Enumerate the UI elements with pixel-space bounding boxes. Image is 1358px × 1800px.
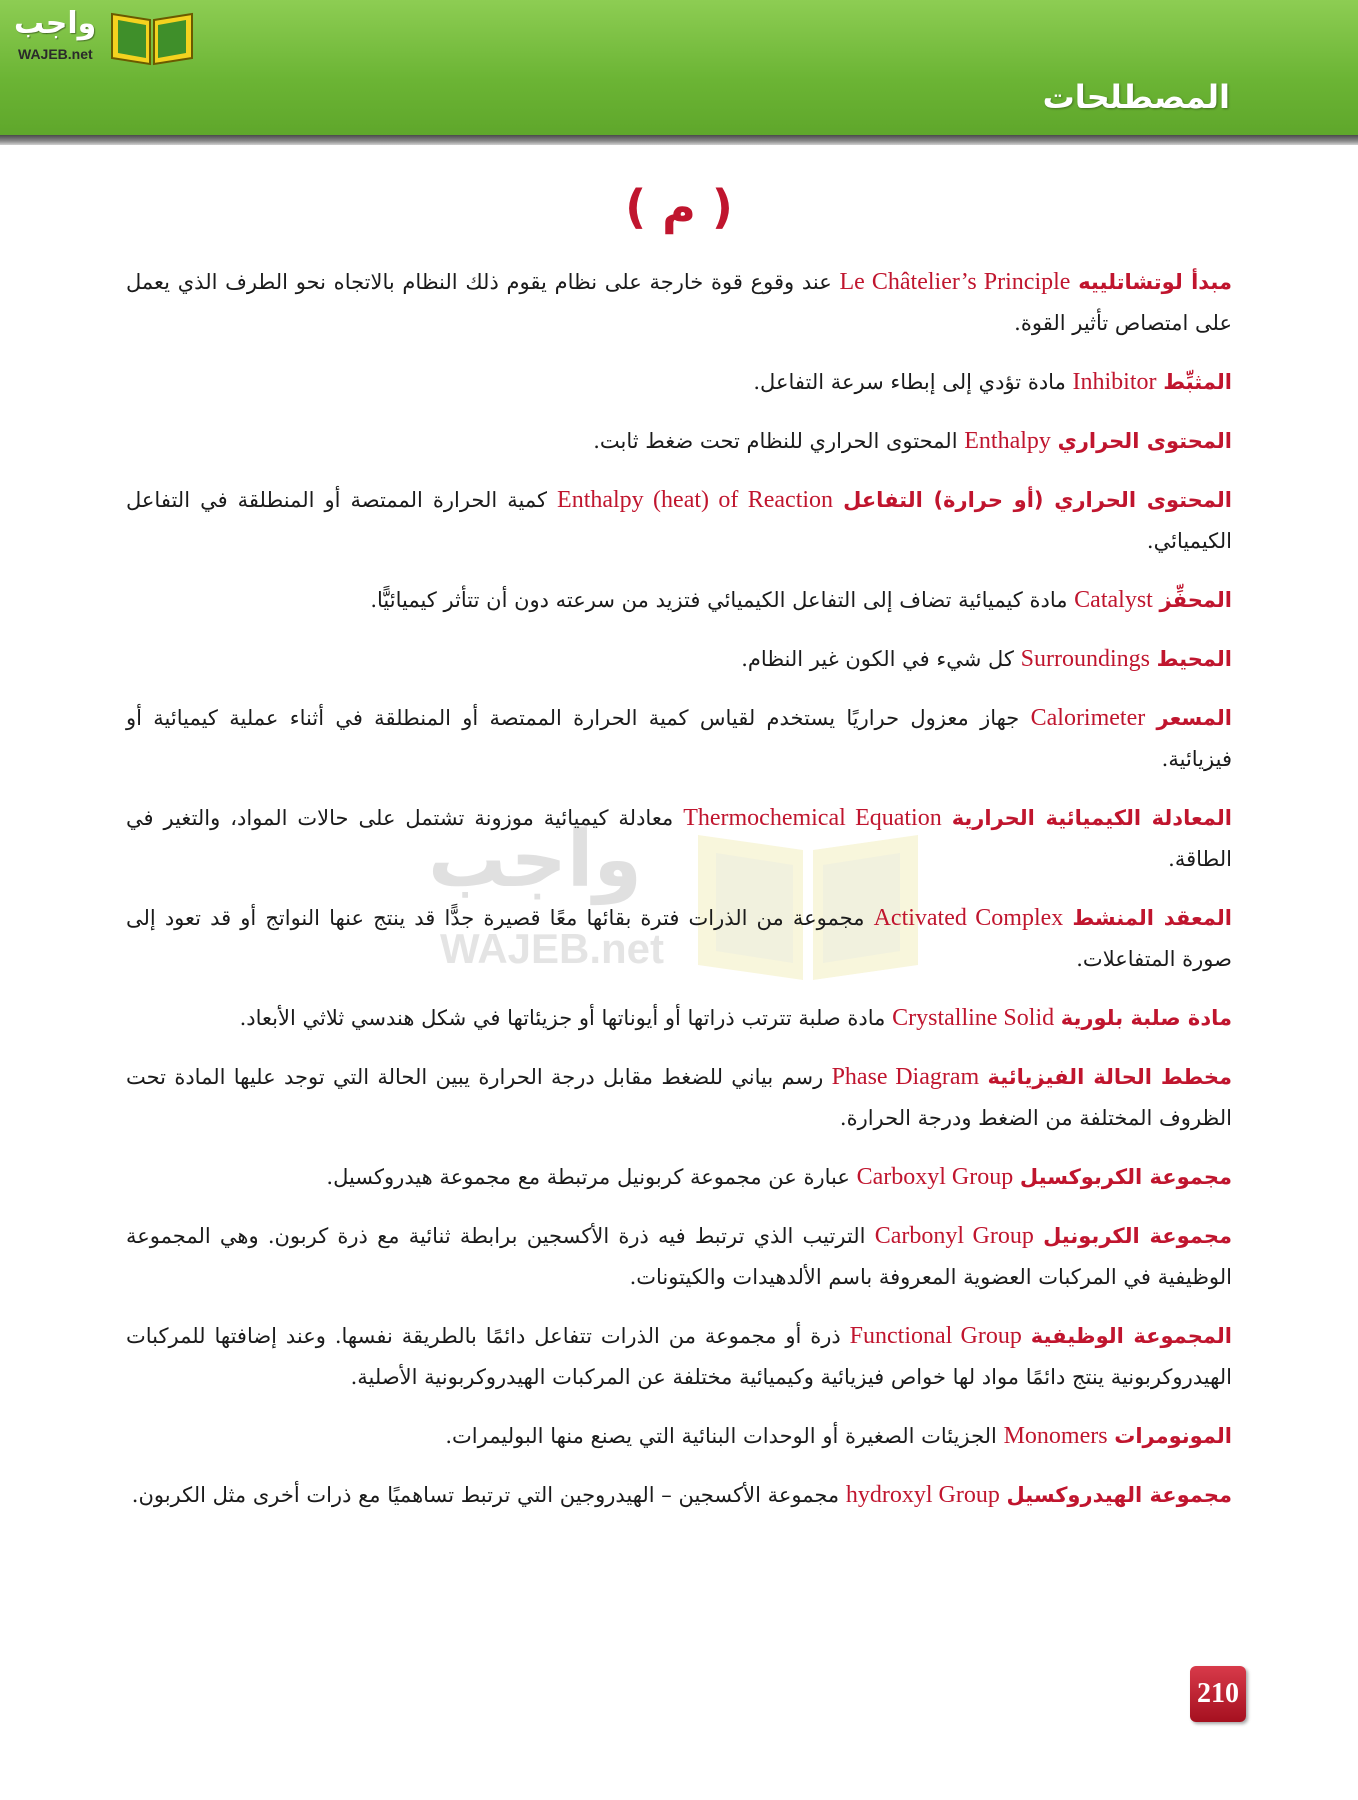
glossary-entry xyxy=(126,421,1232,462)
term-english: Enthalpy xyxy=(964,428,1051,454)
term-english: Le Châtelier’s Principle xyxy=(839,269,1071,295)
term-arabic: مجموعة الهيدروكسيل xyxy=(1006,1483,1232,1507)
term-english: Activated Complex xyxy=(873,905,1064,931)
term-definition: مجموعة الأكسجين – الهيدروجين التي ترتبط تساهميًا مع ذرات أخرى مثل الكربون. xyxy=(131,1483,840,1507)
page-header xyxy=(0,0,1358,135)
term-english: Surroundings xyxy=(1020,646,1150,672)
glossary-entry xyxy=(126,1057,1232,1139)
wajeb-logo[interactable] xyxy=(8,6,198,68)
glossary-entry xyxy=(126,362,1232,403)
term-definition: جهاز معزول حراريًا يستخدم لقياس كمية الحرارة الممتصة أو المنطلقة في أثناء عملية كيميائية أو فيزيائية. xyxy=(126,706,1232,771)
logo-text-en: WAJEB.net xyxy=(18,46,93,62)
glossary-entry xyxy=(126,798,1232,880)
term-definition: ذرة أو مجموعة من الذرات تتفاعل دائمًا بالطريقة نفسها. وعند إضافتها للمركبات الهيدروكربونية ينتج دائمًا مواد لها خواص فيزيائية وكيميائية مختلفة عن المركبات الهيدروكربونية الأصلية. xyxy=(126,1324,1232,1389)
page-title: المصطلحات xyxy=(1042,78,1230,116)
term-arabic: مخطط الحالة الفيزيائية xyxy=(987,1065,1232,1089)
term-english: Carboxyl Group xyxy=(856,1164,1014,1190)
term-english: Calorimeter xyxy=(1030,705,1146,731)
glossary-entry xyxy=(126,1157,1232,1198)
term-definition: كمية الحرارة الممتصة أو المنطلقة في التفاعل الكيميائي. xyxy=(126,488,1232,553)
term-definition: مادة كيميائية تضاف إلى التفاعل الكيميائي فتزيد من سرعته دون أن تتأثر كيميائيًّا. xyxy=(370,588,1068,612)
term-definition: مادة تؤدي إلى إبطاء سرعة التفاعل. xyxy=(753,370,1066,394)
term-english: Carbonyl Group xyxy=(874,1223,1034,1249)
term-definition: الجزيئات الصغيرة أو الوحدات البنائية التي يصنع منها البوليمرات. xyxy=(445,1424,997,1448)
term-arabic: المحيط xyxy=(1156,647,1232,671)
term-arabic: المحتوى الحراري (أو حرارة) التفاعل xyxy=(843,488,1232,512)
glossary-entry xyxy=(126,1416,1232,1457)
term-definition: كل شيء في الكون غير النظام. xyxy=(741,647,1014,671)
term-english: Catalyst xyxy=(1074,587,1153,613)
term-english: Crystalline Solid xyxy=(892,1005,1055,1031)
term-arabic: مجموعة الكربوكسيل xyxy=(1019,1165,1232,1189)
term-english: Phase Diagram xyxy=(831,1064,980,1090)
term-definition: الترتيب الذي ترتبط فيه ذرة الأكسجين برابطة ثنائية مع ذرة كربون. وهي المجموعة الوظيفية في المركبات العضوية المعروفة باسم الألدهيدات والكيتونات. xyxy=(126,1224,1232,1289)
term-arabic: المثبِّط xyxy=(1163,370,1232,394)
term-definition: المحتوى الحراري للنظام تحت ضغط ثابت. xyxy=(593,429,958,453)
glossary-entry xyxy=(126,898,1232,980)
glossary-entry xyxy=(126,1216,1232,1298)
glossary-entry xyxy=(126,1475,1232,1516)
term-english: Inhibitor xyxy=(1072,369,1157,395)
term-arabic: المحتوى الحراري xyxy=(1057,429,1232,453)
glossary-entry xyxy=(126,998,1232,1039)
glossary-entry xyxy=(126,262,1232,344)
term-arabic: المسعر xyxy=(1156,706,1232,730)
glossary-entry xyxy=(126,480,1232,562)
watermark-text-en: WAJEB.net xyxy=(440,925,665,972)
term-arabic: المعادلة الكيميائية الحرارية xyxy=(951,806,1232,830)
watermark-text-ar: واجب xyxy=(428,815,643,905)
term-arabic: المونومرات xyxy=(1114,1424,1232,1448)
term-definition: عبارة عن مجموعة كربونيل مرتبطة مع مجموعة هيدروكسيل. xyxy=(326,1165,850,1189)
glossary-entry xyxy=(126,580,1232,621)
term-arabic: مجموعة الكربونيل xyxy=(1043,1224,1232,1248)
term-arabic: المحفِّز xyxy=(1159,588,1232,612)
header-divider xyxy=(0,135,1358,145)
glossary-entries xyxy=(126,262,1232,1534)
term-english: hydroxyl Group xyxy=(845,1482,1000,1508)
term-definition: رسم بياني للضغط مقابل درجة الحرارة يبين الحالة التي توجد عليها المادة تحت الظروف المختلفة من الضغط ودرجة الحرارة. xyxy=(126,1065,1232,1130)
term-definition: عند وقوع قوة خارجة على نظام يقوم ذلك النظام بالاتجاه نحو الطرف الذي يعمل على امتصاص تأثير القوة. xyxy=(126,270,1232,335)
section-letter: ( م ) xyxy=(625,180,733,234)
term-definition: مجموعة من الذرات فترة بقائها معًا قصيرة جدًّا قد ينتج عنها النواتج أو قد تعود إلى صورة المتفاعلات. xyxy=(126,906,1232,971)
term-english: Enthalpy (heat) of Reaction xyxy=(557,487,834,513)
glossary-entry xyxy=(126,639,1232,680)
glossary-entry xyxy=(126,1316,1232,1398)
term-arabic: مادة صلبة بلورية xyxy=(1060,1006,1232,1030)
term-english: Monomers xyxy=(1003,1423,1108,1449)
book-icon xyxy=(108,6,196,68)
glossary-entry xyxy=(126,698,1232,780)
term-english: Thermochemical Equation xyxy=(683,805,942,831)
term-definition: مادة صلبة تترتب ذراتها أو أيوناتها أو جزيئاتها في شكل هندسي ثلاثي الأبعاد. xyxy=(239,1006,886,1030)
page-number-badge: 210 xyxy=(1190,1666,1246,1722)
term-arabic: مبدأ لوتشاتلييه xyxy=(1078,270,1232,294)
logo-text-ar: واجب xyxy=(14,6,97,41)
term-arabic: المجموعة الوظيفية xyxy=(1030,1324,1232,1348)
term-definition: معادلة كيميائية موزونة تشتمل على حالات المواد، والتغير في الطاقة. xyxy=(126,806,1232,871)
term-english: Functional Group xyxy=(849,1323,1022,1349)
term-arabic: المعقد المنشط xyxy=(1072,906,1232,930)
